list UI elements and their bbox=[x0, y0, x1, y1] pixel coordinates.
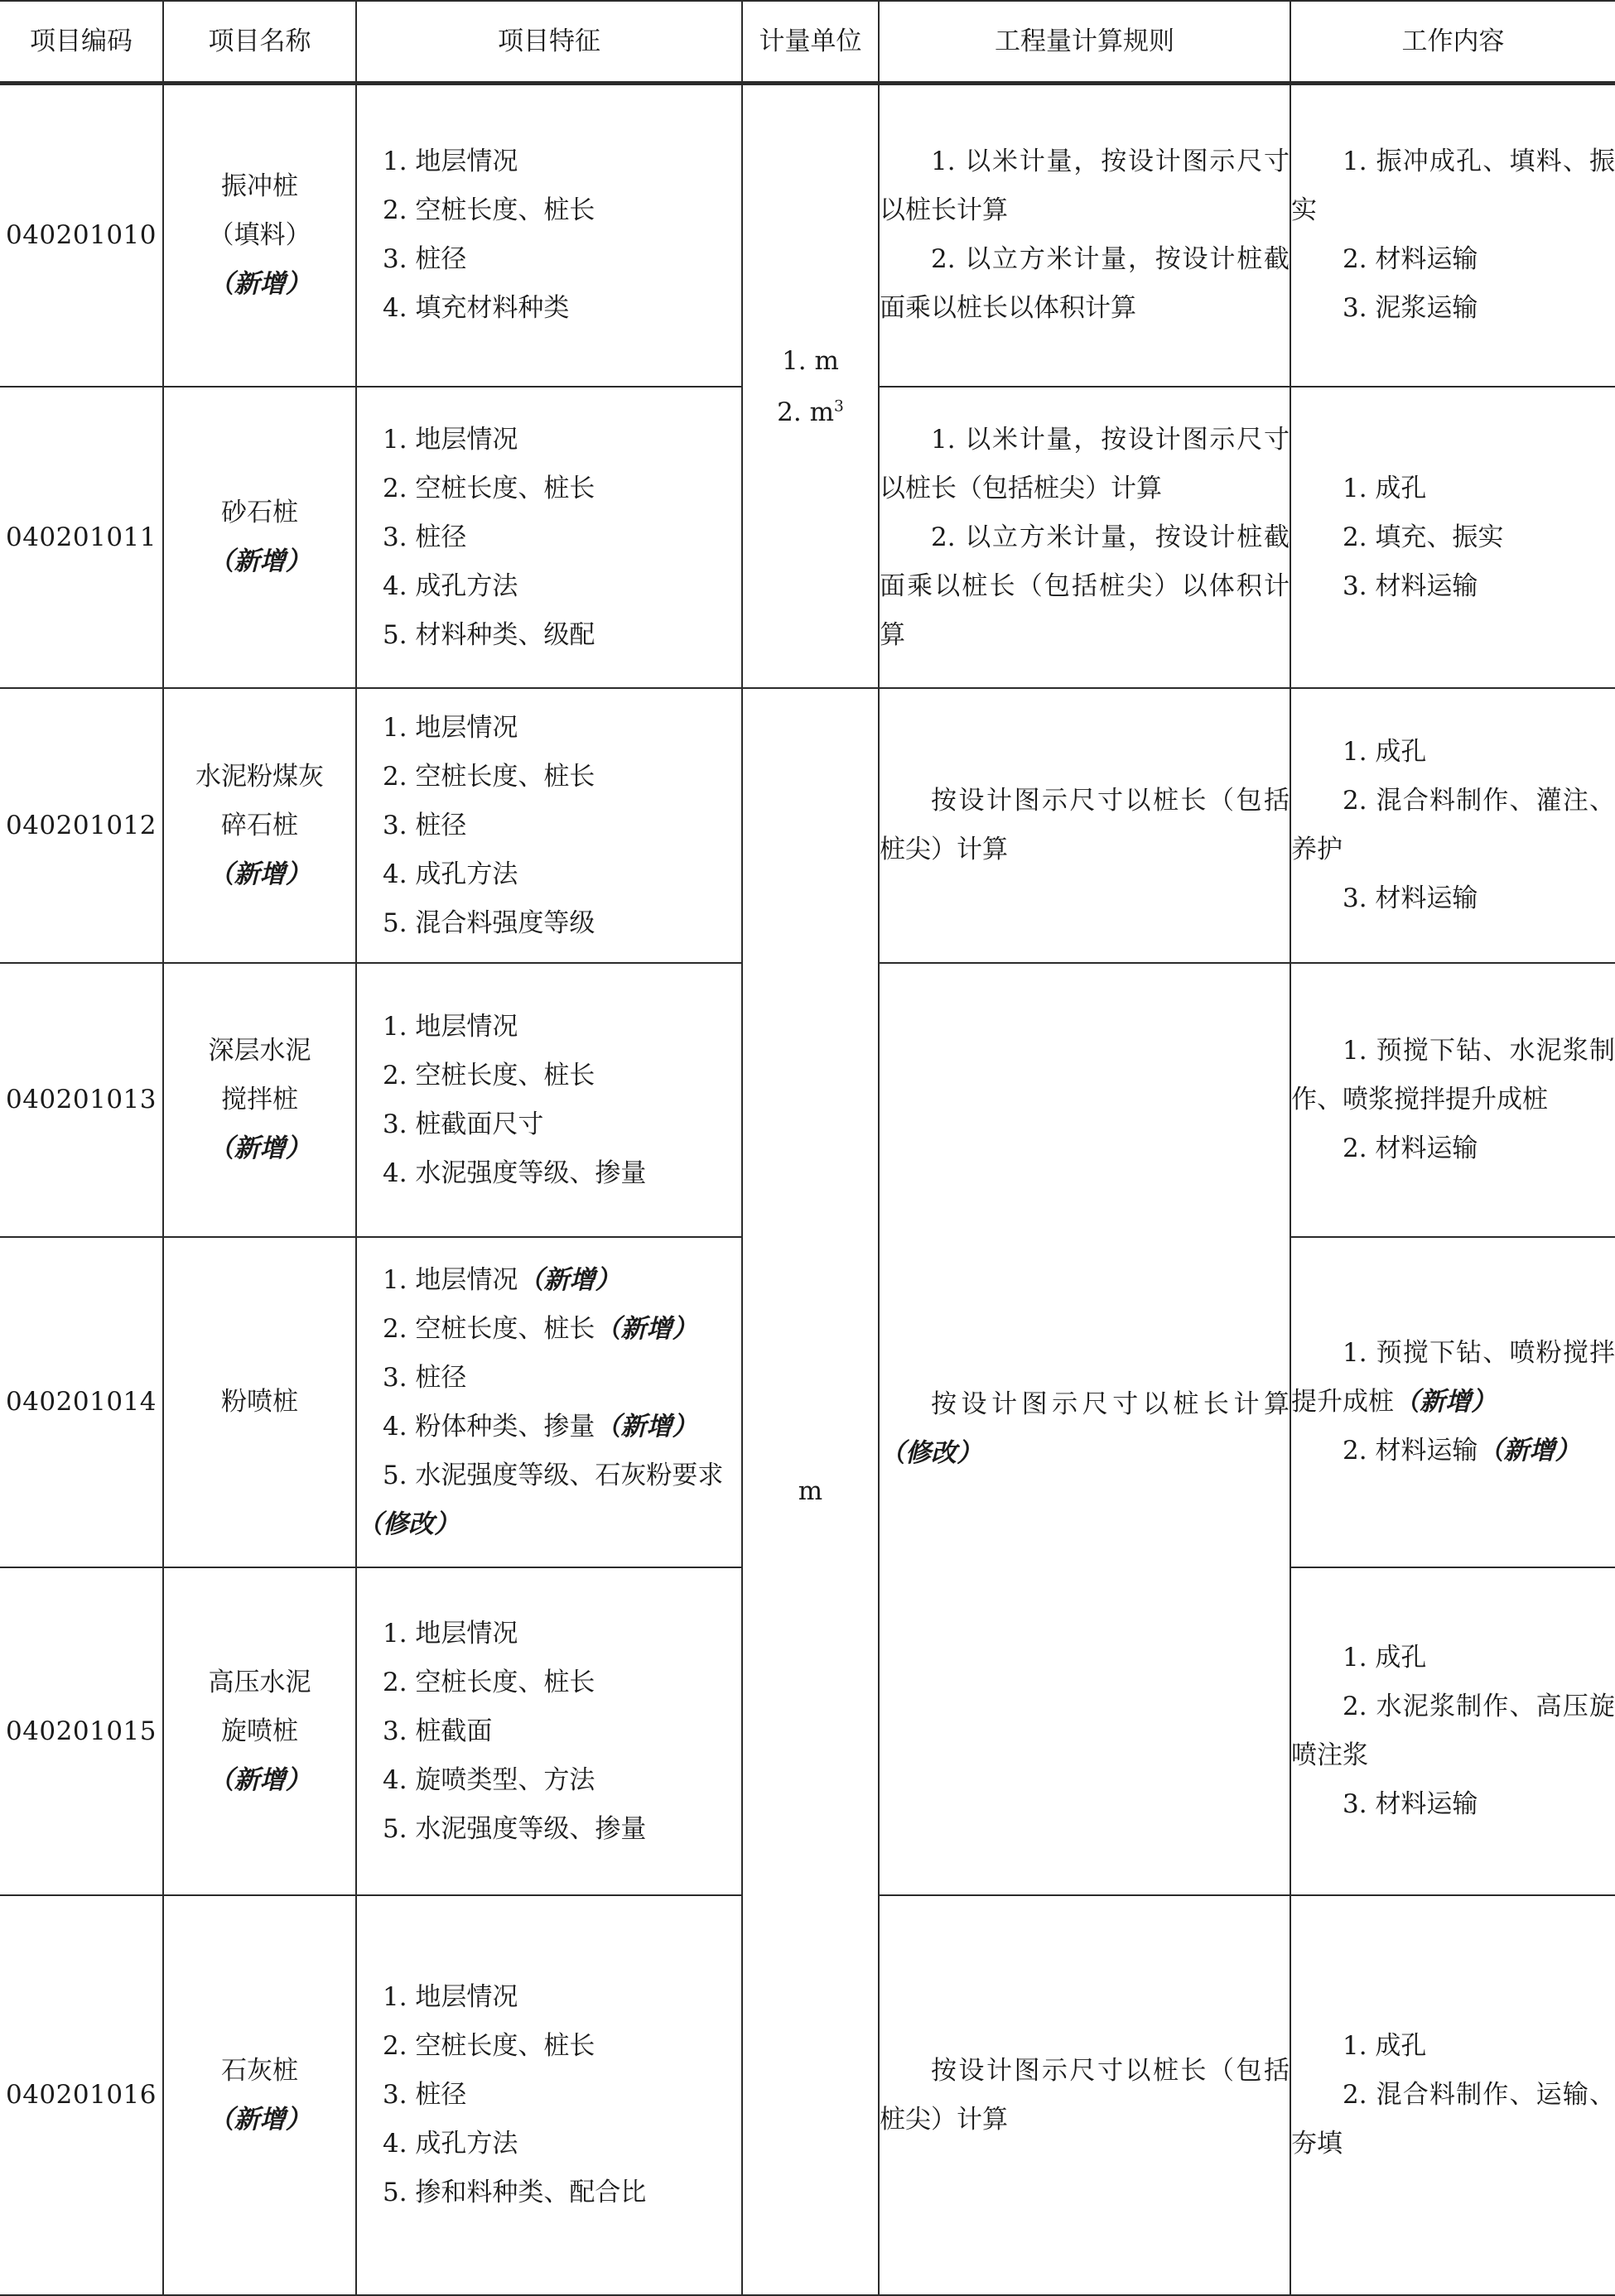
feature-text: 2. 空桩长度、桩长 bbox=[383, 1313, 595, 1344]
new-tag: （新增） bbox=[208, 859, 311, 889]
feature-line: 4. 旋喷类型、方法 bbox=[383, 1764, 595, 1795]
rule-line: 按设计图示尺寸以桩长（包括桩尖）计算 bbox=[880, 2055, 1290, 2135]
item-name-line: 粉喷桩 bbox=[221, 1387, 298, 1418]
item-name-line: （填料） bbox=[208, 219, 311, 250]
rule-text: 按设计图示尺寸以桩长计算 bbox=[931, 1389, 1290, 1420]
work-line: 3. 材料运输 bbox=[1343, 570, 1478, 601]
item-name bbox=[163, 1567, 356, 1896]
header-unit: 计量单位 bbox=[742, 1, 879, 84]
unit-base: 2. m bbox=[777, 397, 834, 427]
item-work bbox=[1290, 1237, 1615, 1567]
rule-line: 2. 以立方米计量，按设计桩截面乘以桩长以体积计算 bbox=[880, 244, 1290, 324]
header-features: 项目特征 bbox=[356, 1, 742, 84]
header-work: 工作内容 bbox=[1290, 1, 1615, 84]
feature-text: 5. 水泥强度等级、石灰粉要求 bbox=[383, 1460, 724, 1490]
feature-line: 2. 空桩长度、桩长 bbox=[383, 195, 595, 226]
feature-text: 1. 地层情况 bbox=[383, 1264, 518, 1295]
item-name-line: 搅拌桩 bbox=[221, 1085, 298, 1115]
feature-line: 3. 桩径 bbox=[383, 522, 467, 552]
work-line: 2. 材料运输 bbox=[1343, 1134, 1478, 1164]
item-code: 040201013 bbox=[0, 963, 163, 1237]
feature-line bbox=[357, 1256, 741, 1305]
item-code: 040201015 bbox=[0, 1567, 163, 1896]
item-features bbox=[356, 963, 742, 1237]
item-name-line: 水泥粉煤灰 bbox=[195, 761, 324, 792]
new-tag: （新增） bbox=[208, 2104, 311, 2135]
unit-line: 1. m bbox=[782, 345, 839, 376]
item-name bbox=[163, 1237, 356, 1567]
new-tag: （新增） bbox=[595, 1313, 698, 1344]
item-features bbox=[356, 84, 742, 387]
rule-line: 按设计图示尺寸以桩长（包括桩尖）计算 bbox=[880, 786, 1290, 865]
work-line: 1. 成孔 bbox=[1343, 473, 1427, 503]
header-name: 项目名称 bbox=[163, 1, 356, 84]
item-code: 040201012 bbox=[0, 688, 163, 962]
feature-line: 2. 空桩长度、桩长 bbox=[383, 761, 595, 792]
feature-line: 5. 混合料强度等级 bbox=[383, 907, 595, 938]
feature-text: 4. 粉体种类、掺量 bbox=[383, 1411, 595, 1442]
work-line bbox=[1291, 1427, 1615, 1475]
feature-line bbox=[357, 1451, 741, 1549]
item-work bbox=[1290, 963, 1615, 1237]
feature-line: 4. 填充材料种类 bbox=[383, 293, 570, 324]
rule-line bbox=[880, 1380, 1290, 1478]
item-rules bbox=[879, 387, 1290, 688]
work-line: 1. 振冲成孔、填料、振实 bbox=[1291, 147, 1615, 226]
feature-line: 1. 地层情况 bbox=[383, 147, 518, 177]
item-code: 040201016 bbox=[0, 1895, 163, 2295]
unit-line bbox=[743, 387, 878, 438]
work-line: 2. 材料运输 bbox=[1343, 244, 1478, 275]
work-text: 2. 材料运输 bbox=[1343, 1436, 1478, 1466]
work-line: 1. 成孔 bbox=[1343, 2031, 1427, 2062]
item-work bbox=[1290, 84, 1615, 387]
work-line: 2. 水泥浆制作、高压旋喷注浆 bbox=[1291, 1692, 1615, 1771]
work-line: 2. 填充、振实 bbox=[1343, 522, 1504, 552]
item-rules bbox=[879, 963, 1290, 1895]
item-code: 040201010 bbox=[0, 84, 163, 387]
feature-line: 4. 水泥强度等级、掺量 bbox=[383, 1158, 647, 1188]
item-work bbox=[1290, 387, 1615, 688]
item-name bbox=[163, 84, 356, 387]
work-line: 2. 混合料制作、灌注、养护 bbox=[1291, 786, 1615, 865]
feature-line bbox=[357, 1305, 741, 1354]
item-code: 040201014 bbox=[0, 1237, 163, 1567]
feature-line: 3. 桩径 bbox=[383, 2080, 467, 2111]
item-features bbox=[356, 387, 742, 688]
feature-line: 1. 地层情况 bbox=[383, 1618, 518, 1649]
new-tag: （新增） bbox=[1394, 1387, 1497, 1418]
rule-line: 2. 以立方米计量，按设计桩截面乘以桩长（包括桩尖）以体积计算 bbox=[880, 522, 1290, 650]
work-line: 3. 材料运输 bbox=[1343, 1789, 1478, 1820]
rule-line: 1. 以米计量，按设计图示尺寸以桩长计算 bbox=[880, 147, 1290, 226]
work-line: 1. 预搅下钻、水泥浆制作、喷浆搅拌提升成桩 bbox=[1291, 1036, 1615, 1115]
new-tag: （新增） bbox=[595, 1411, 698, 1442]
item-work bbox=[1290, 1567, 1615, 1896]
new-tag: （新增） bbox=[208, 1764, 311, 1795]
feature-line: 5. 材料种类、级配 bbox=[383, 619, 595, 650]
header-rules: 工程量计算规则 bbox=[879, 1, 1290, 84]
item-work bbox=[1290, 688, 1615, 962]
item-rules bbox=[879, 688, 1290, 962]
header-row bbox=[0, 1, 1615, 84]
feature-line: 5. 水泥强度等级、掺量 bbox=[383, 1813, 647, 1844]
feature-line: 4. 成孔方法 bbox=[383, 570, 518, 601]
modified-tag: （修改） bbox=[880, 1438, 982, 1469]
unit-cell bbox=[742, 688, 879, 2295]
modified-tag: （修改） bbox=[357, 1509, 460, 1539]
item-name bbox=[163, 963, 356, 1237]
item-features bbox=[356, 1237, 742, 1567]
item-name bbox=[163, 688, 356, 962]
feature-line: 3. 桩截面尺寸 bbox=[383, 1109, 544, 1139]
new-tag: （新增） bbox=[1478, 1436, 1581, 1466]
new-tag: （新增） bbox=[208, 1134, 311, 1164]
rule-line: 1. 以米计量，按设计图示尺寸以桩长（包括桩尖）计算 bbox=[880, 424, 1290, 503]
work-line: 1. 成孔 bbox=[1343, 1643, 1427, 1673]
unit-value: m bbox=[798, 1476, 823, 1507]
item-name-line: 砂石桩 bbox=[221, 498, 298, 528]
work-line: 1. 成孔 bbox=[1343, 737, 1427, 768]
unit-cell bbox=[742, 84, 879, 689]
feature-line: 5. 掺和料种类、配合比 bbox=[383, 2178, 647, 2208]
table-row bbox=[0, 688, 1615, 962]
new-tag: （新增） bbox=[208, 546, 311, 577]
table-row bbox=[0, 84, 1615, 387]
item-features bbox=[356, 1567, 742, 1896]
work-line: 2. 混合料制作、运输、夯填 bbox=[1291, 2080, 1615, 2159]
item-features bbox=[356, 688, 742, 962]
item-rules bbox=[879, 84, 1290, 387]
item-name-line: 石灰桩 bbox=[221, 2055, 298, 2086]
item-name-line: 碎石桩 bbox=[221, 810, 298, 840]
feature-line: 3. 桩径 bbox=[383, 1362, 467, 1393]
item-name-line: 深层水泥 bbox=[208, 1036, 311, 1066]
header-code: 项目编码 bbox=[0, 1, 163, 84]
item-code: 040201011 bbox=[0, 387, 163, 688]
work-line: 3. 材料运输 bbox=[1343, 883, 1478, 914]
feature-line: 4. 成孔方法 bbox=[383, 2129, 518, 2159]
item-name bbox=[163, 387, 356, 688]
new-tag: （新增） bbox=[518, 1264, 621, 1295]
feature-line: 4. 成孔方法 bbox=[383, 859, 518, 889]
item-name-line: 振冲桩 bbox=[221, 171, 298, 201]
feature-line: 3. 桩径 bbox=[383, 810, 467, 840]
item-features bbox=[356, 1895, 742, 2295]
work-line bbox=[1291, 1329, 1615, 1427]
feature-line: 2. 空桩长度、桩长 bbox=[383, 473, 595, 503]
feature-line: 1. 地层情况 bbox=[383, 424, 518, 455]
item-name-line: 旋喷桩 bbox=[221, 1716, 298, 1746]
feature-line: 1. 地层情况 bbox=[383, 712, 518, 743]
feature-line: 2. 空桩长度、桩长 bbox=[383, 1667, 595, 1697]
feature-line: 1. 地层情况 bbox=[383, 1982, 518, 2013]
new-tag: （新增） bbox=[208, 268, 311, 299]
item-work bbox=[1290, 1895, 1615, 2295]
feature-line: 3. 桩截面 bbox=[383, 1716, 493, 1746]
feature-line: 3. 桩径 bbox=[383, 244, 467, 275]
unit-exponent: 3 bbox=[833, 397, 844, 416]
item-name bbox=[163, 1895, 356, 2295]
feature-line: 1. 地层情况 bbox=[383, 1011, 518, 1042]
feature-line bbox=[357, 1403, 741, 1451]
feature-line: 2. 空桩长度、桩长 bbox=[383, 1060, 595, 1090]
feature-line: 2. 空桩长度、桩长 bbox=[383, 2031, 595, 2062]
work-line: 3. 泥浆运输 bbox=[1343, 293, 1478, 324]
work-text: 1. 预搅下钻、喷粉搅拌提升成桩 bbox=[1291, 1338, 1615, 1418]
item-rules bbox=[879, 1895, 1290, 2295]
item-name-line: 高压水泥 bbox=[208, 1667, 311, 1697]
